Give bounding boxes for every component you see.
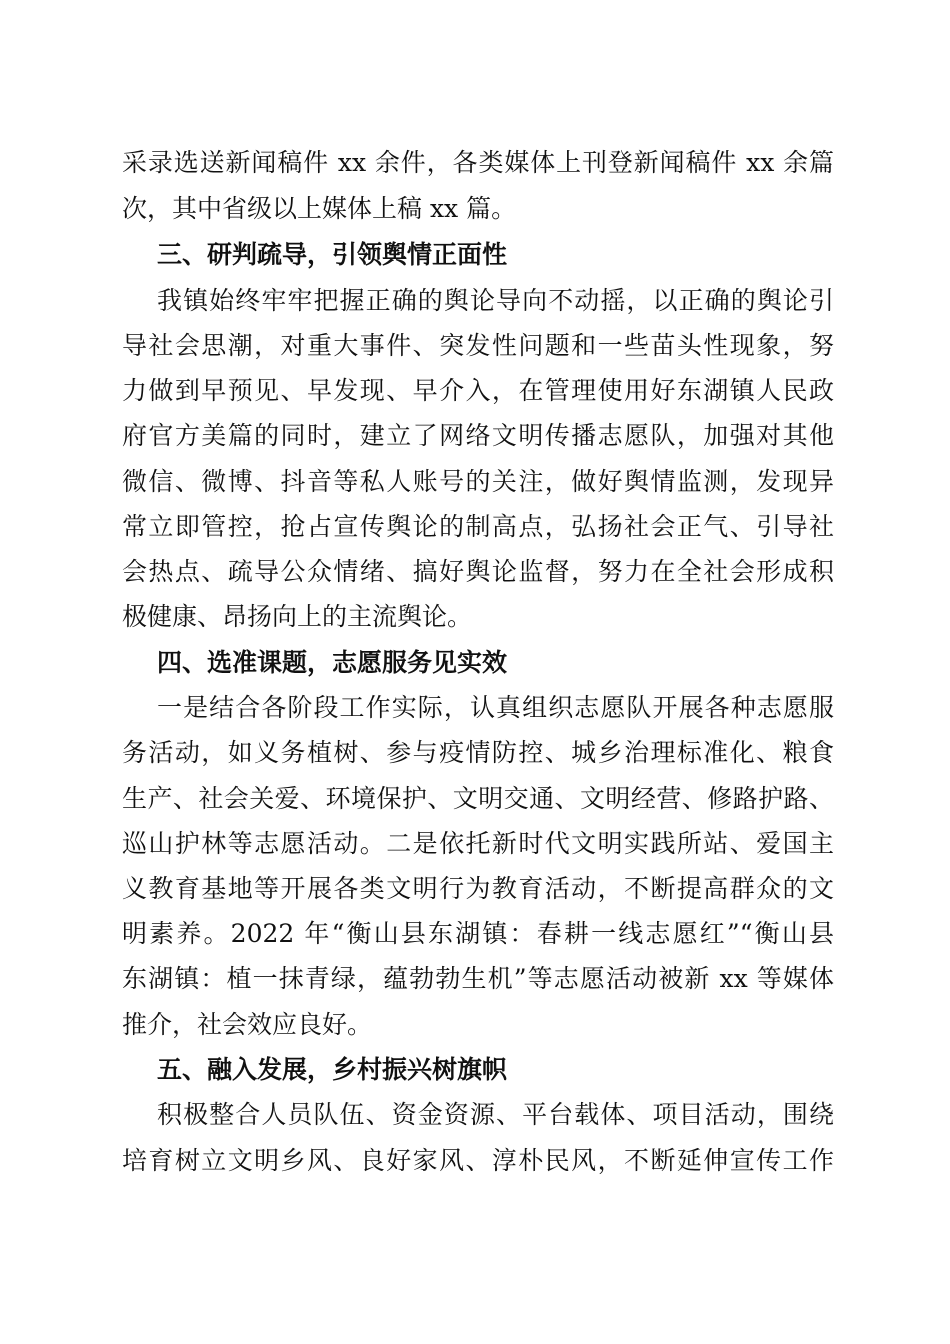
- section-heading: 四、选准课题，志愿服务见实效: [157, 648, 508, 677]
- paragraph-line: 一是结合各阶段工作实际，认真组织志愿队开展各种志愿服: [157, 693, 834, 722]
- paragraph-line: 务活动，如义务植树、参与疫情防控、城乡治理标准化、粮食: [122, 738, 834, 767]
- paragraph-line: 我镇始终牢牢把握正确的舆论导向不动摇，以正确的舆论引: [157, 286, 834, 315]
- paragraph-line: 积极整合人员队伍、资金资源、平台载体、项目活动，围绕: [157, 1100, 834, 1129]
- paragraph-line: 培育树立文明乡风、良好家风、淳朴民风，不断延伸宣传工作: [122, 1146, 834, 1175]
- paragraph-line: 极健康、昂扬向上的主流舆论。: [122, 602, 473, 631]
- paragraph-line: 东湖镇：植一抹青绿，蕴勃勃生机”等志愿活动被新 xx 等媒体: [122, 964, 834, 993]
- section-heading: 三、研判疏导，引领舆情正面性: [157, 240, 508, 269]
- paragraph-line: 次，其中省级以上媒体上稿 xx 篇。: [122, 194, 517, 223]
- paragraph-line: 推介，社会效应良好。: [122, 1010, 373, 1039]
- paragraph-line: 生产、社会关爱、环境保护、文明交通、文明经营、修路护路、: [122, 784, 834, 813]
- section-heading: 五、融入发展，乡村振兴树旗帜: [157, 1055, 508, 1084]
- paragraph-line: 巡山护林等志愿活动。二是依托新时代文明实践所站、爱国主: [122, 829, 834, 858]
- paragraph-line: 常立即管控，抢占宣传舆论的制高点，弘扬社会正气、引导社: [122, 512, 834, 541]
- paragraph-line: 微信、微博、抖音等私人账号的关注，做好舆情监测，发现异: [122, 467, 834, 496]
- paragraph-line: 府官方美篇的同时，建立了网络文明传播志愿队，加强对其他: [122, 421, 834, 450]
- paragraph-line: 导社会思潮，对重大事件、突发性问题和一些苗头性现象，努: [122, 331, 834, 360]
- paragraph-line: 义教育基地等开展各类文明行为教育活动，不断提高群众的文: [122, 874, 834, 903]
- paragraph-line: 明素养。2022 年“衡山县东湖镇：春耕一线志愿红”“衡山县: [122, 919, 834, 948]
- paragraph-line: 会热点、疏导公众情绪、搞好舆论监督，努力在全社会形成积: [122, 557, 834, 586]
- paragraph-line: 采录选送新闻稿件 xx 余件，各类媒体上刊登新闻稿件 xx 余篇: [122, 148, 834, 177]
- paragraph-line: 力做到早预见、早发现、早介入，在管理使用好东湖镇人民政: [122, 376, 834, 405]
